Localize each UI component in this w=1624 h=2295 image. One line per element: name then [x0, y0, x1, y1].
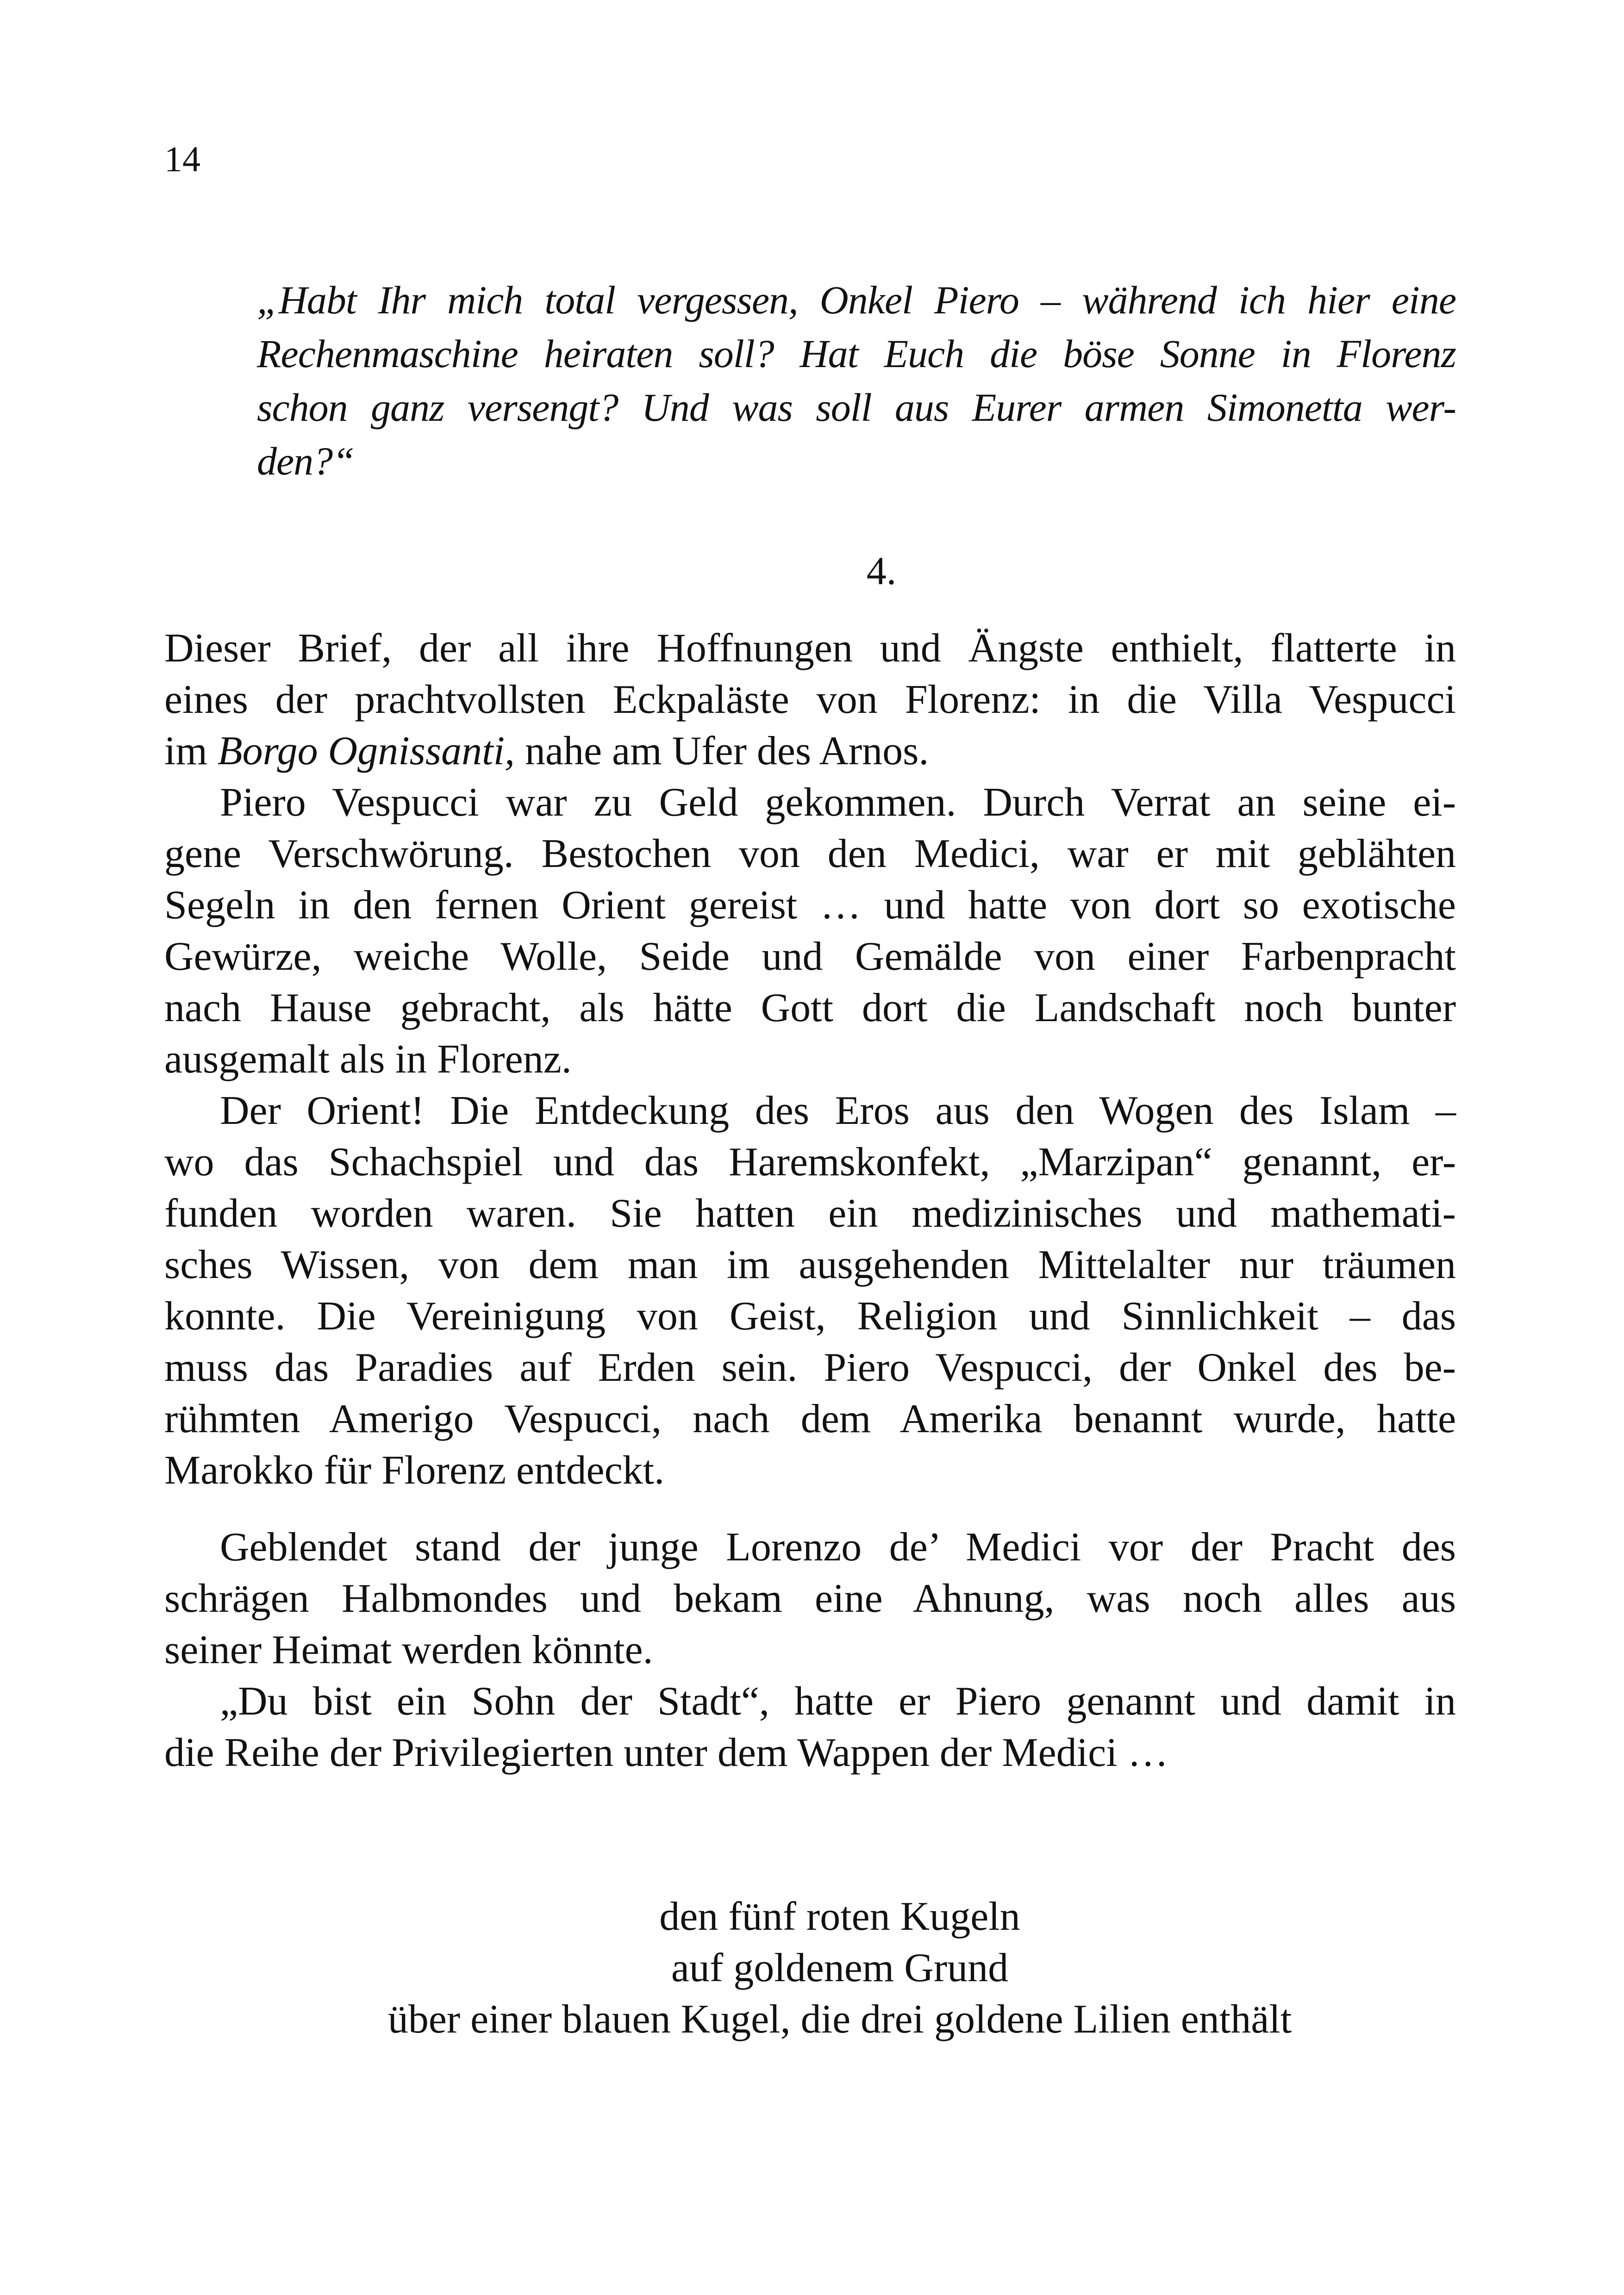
body-line: „Du bist ein Sohn der Stadt“, hatte er Piero genannt und damit in	[220, 1679, 1456, 1724]
body-line: sches Wissen, von dem man im ausgehenden Mittelalter nur träumen	[164, 1242, 1456, 1287]
body-line: wo das Schachspiel und das Haremskonfekt, „Marzipan“ genannt, er-	[164, 1140, 1456, 1185]
body-line: gene Verschwörung. Bestochen von den Medici, war er mit geblähten	[164, 831, 1456, 876]
body-line: eines der prachtvollsten Eckpaläste von Florenz: in die Villa Vespucci	[164, 677, 1456, 722]
italic-quote-block	[257, 273, 1456, 488]
section-number: 4.	[866, 549, 897, 593]
body-line: Marokko für Florenz entdeckt.	[164, 1448, 665, 1493]
quote-line: Rechenmaschine heiraten soll? Hat Euch die böse Sonne in Florenz	[257, 331, 1456, 376]
italic-place-name: Borgo Ognissanti,	[217, 729, 515, 773]
paragraph	[164, 1676, 1456, 1778]
body-line: seiner Heimat werden könnte.	[164, 1628, 653, 1672]
body-line: Segeln in den fernen Orient gereist … und hatte von dort so exotische	[164, 883, 1456, 928]
body-line: Geblendet stand der junge Lorenzo de’ Medici vor der Pracht des	[220, 1525, 1456, 1570]
quote-line: „Habt Ihr mich total vergessen, Onkel Piero – während ich hier eine	[257, 278, 1456, 322]
body-line: Der Orient! Die Entdeckung des Eros aus den Wogen des Islam –	[220, 1088, 1456, 1133]
body-line: muss das Paradies auf Erden sein. Piero Vespucci, der Onkel des be-	[164, 1345, 1456, 1390]
body-line	[164, 725, 1456, 777]
paragraph-gap	[164, 1496, 1456, 1522]
quote-line: schon ganz versengt? Und was soll aus Eurer armen Simonetta wer-	[257, 385, 1456, 430]
body-line: die Reihe der Privilegierten unter dem Wappen der Medici …	[164, 1730, 1168, 1775]
page-number: 14	[164, 139, 200, 179]
verse-line: den fünf roten Kugeln	[659, 1894, 1020, 1939]
body-line: konnte. Die Vereinigung von Geist, Religion und Sinnlichkeit – das	[164, 1294, 1456, 1339]
paragraph	[164, 1085, 1456, 1496]
body-text	[164, 623, 1456, 1778]
text-run: nahe am Ufer des Arnos.	[515, 729, 929, 773]
body-line: schrägen Halbmondes und bekam eine Ahnung, was noch alles aus	[164, 1576, 1456, 1621]
body-line: nach Hause gebracht, als hätte Gott dort die Landschaft noch bunter	[164, 985, 1456, 1030]
verse-line: über einer blauen Kugel, die drei goldene Lilien enthält	[387, 1997, 1292, 2042]
body-line: ausgemalt als in Florenz.	[164, 1037, 572, 1082]
body-line: Gewürze, weiche Wolle, Seide und Gemälde von einer Farbenpracht	[164, 934, 1456, 979]
body-line: Piero Vespucci war zu Geld gekommen. Durch Verrat an seine ei-	[220, 780, 1456, 825]
paragraph	[164, 1522, 1456, 1676]
text-run: im	[164, 729, 218, 773]
centered-verse	[0, 1891, 1624, 2045]
body-line: rühmten Amerigo Vespucci, nach dem Amerika benannt wurde, hatte	[164, 1397, 1456, 1441]
body-line: Dieser Brief, der all ihre Hoffnungen und Ängste enthielt, flatterte in	[164, 626, 1456, 671]
paragraph	[164, 777, 1456, 1085]
paragraph	[164, 623, 1456, 777]
quote-line: den?“	[257, 439, 354, 483]
verse-line: auf goldenem Grund	[671, 1946, 1009, 1990]
body-line: funden worden waren. Sie hatten ein medizinisches und mathemati-	[164, 1191, 1456, 1236]
